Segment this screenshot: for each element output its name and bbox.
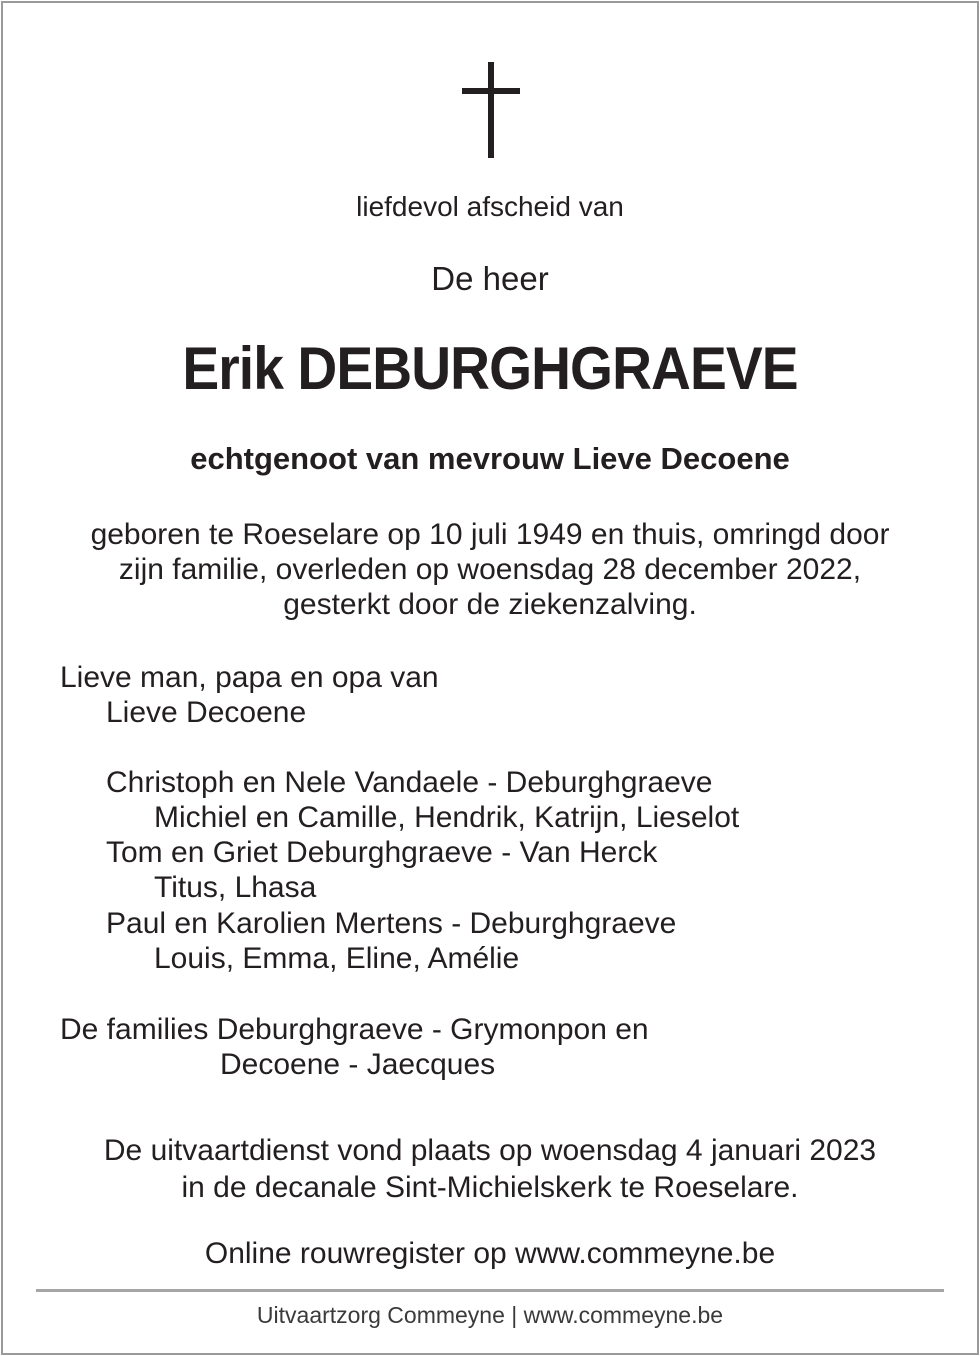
families-line: Decoene - Jaecques: [220, 1048, 496, 1081]
grandchildren: Michiel en Camille, Hendrik, Katrijn, Lieselot: [154, 801, 740, 834]
online-register: Online rouwregister op www.commeyne.be: [204, 1237, 776, 1270]
spouse-line: echtgenoot van mevrouw Lieve Decoene: [190, 441, 790, 476]
deceased-name: Erik DEBURGHGRAEVE: [182, 335, 798, 402]
birth-line: gesterkt door de ziekenzalving.: [283, 588, 697, 621]
birth-death-paragraph: [0, 517, 980, 622]
service-line: in de decanale Sint-Michielskerk te Roeselare.: [181, 1171, 799, 1204]
honorific: De heer: [431, 260, 549, 297]
family-heading: Lieve man, papa en opa van: [60, 661, 439, 694]
divider: [36, 1289, 944, 1292]
child-couple: Christoph en Nele Vandaele - Deburghgraeve: [106, 766, 713, 799]
intro-text: liefdevol afscheid van: [356, 191, 624, 222]
service-line: De uitvaartdienst vond plaats op woensdag 4 januari 2023: [103, 1134, 877, 1167]
birth-line: zijn familie, overleden op woensdag 28 december 2022,: [118, 553, 862, 586]
grandchildren: Louis, Emma, Eline, Amélie: [154, 942, 520, 975]
birth-line: geboren te Roeselare op 10 juli 1949 en thuis, omringd door: [90, 518, 890, 551]
child-couple: Paul en Karolien Mertens - Deburghgraeve: [106, 907, 677, 940]
child-couple: Tom en Griet Deburghgraeve - Van Herck: [106, 836, 658, 869]
wife-name: Lieve Decoene: [106, 696, 307, 729]
families-line: De families Deburghgraeve - Grymonpon en: [60, 1013, 649, 1046]
grandchildren: Titus, Lhasa: [154, 871, 317, 904]
service-paragraph: [0, 1132, 980, 1206]
footer-text: Uitvaartzorg Commeyne | www.commeyne.be: [256, 1302, 724, 1328]
cross-icon: [462, 62, 520, 158]
